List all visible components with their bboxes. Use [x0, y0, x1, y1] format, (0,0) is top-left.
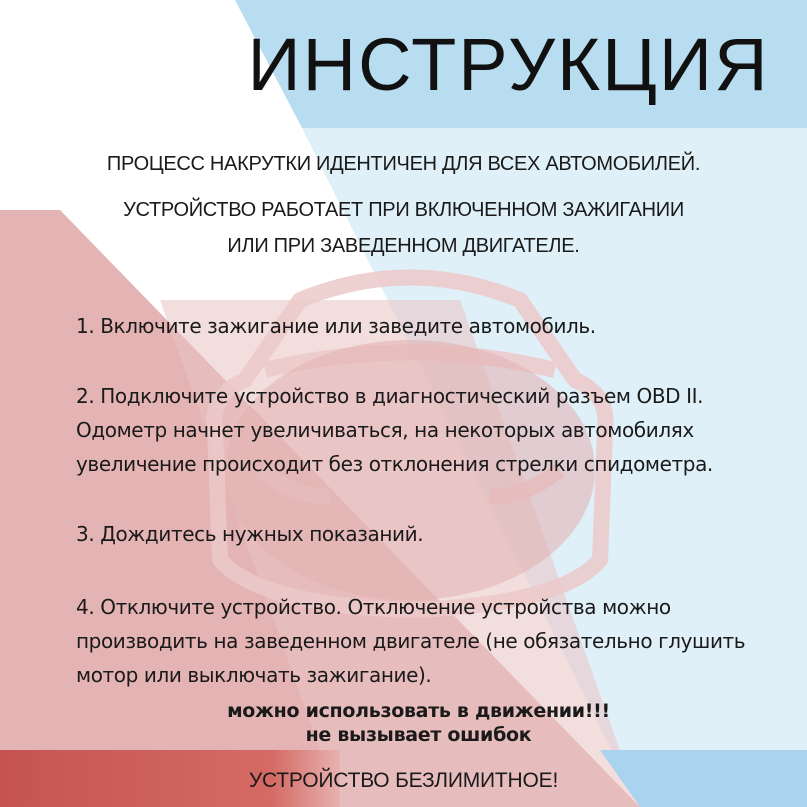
- intro-line-1: ПРОЦЕСС НАКРУТКИ ИДЕНТИЧЕН ДЛЯ ВСЕХ АВТОМОБИЛЕЙ.: [106, 153, 701, 175]
- step-4: 4. Отключите устройство. Отключение устройства можно производить на заведенном двигателе (не обязательно глушить мотор или выключать зажигание).: [76, 595, 746, 687]
- step-2: 2. Подключите устройство в диагностический разъем OBD II. Одометр начнет увеличиваться, на некоторых автомобилях увеличение происходит без отклонения стрелки спидометра.: [76, 384, 713, 476]
- note-line-1: можно использовать в движении!!!: [227, 700, 610, 722]
- footer-text: УСТРОЙСТВО БЕЗЛИМИТНОЕ!: [248, 769, 559, 792]
- page-title: ИНСТРУКЦИЯ: [247, 23, 770, 106]
- step-1: 1. Включите зажигание или заведите автомобиль.: [76, 314, 596, 338]
- step-3: 3. Дождитесь нужных показаний.: [76, 522, 424, 546]
- intro-line-3: ИЛИ ПРИ ЗАВЕДЕННОМ ДВИГАТЕЛЕ.: [227, 235, 580, 257]
- note-line-2: не вызывает ошибок: [305, 724, 532, 746]
- intro-line-2: УСТРОЙСТВО РАБОТАЕТ ПРИ ВКЛЮЧЕННОМ ЗАЖИГАНИИ: [123, 199, 684, 221]
